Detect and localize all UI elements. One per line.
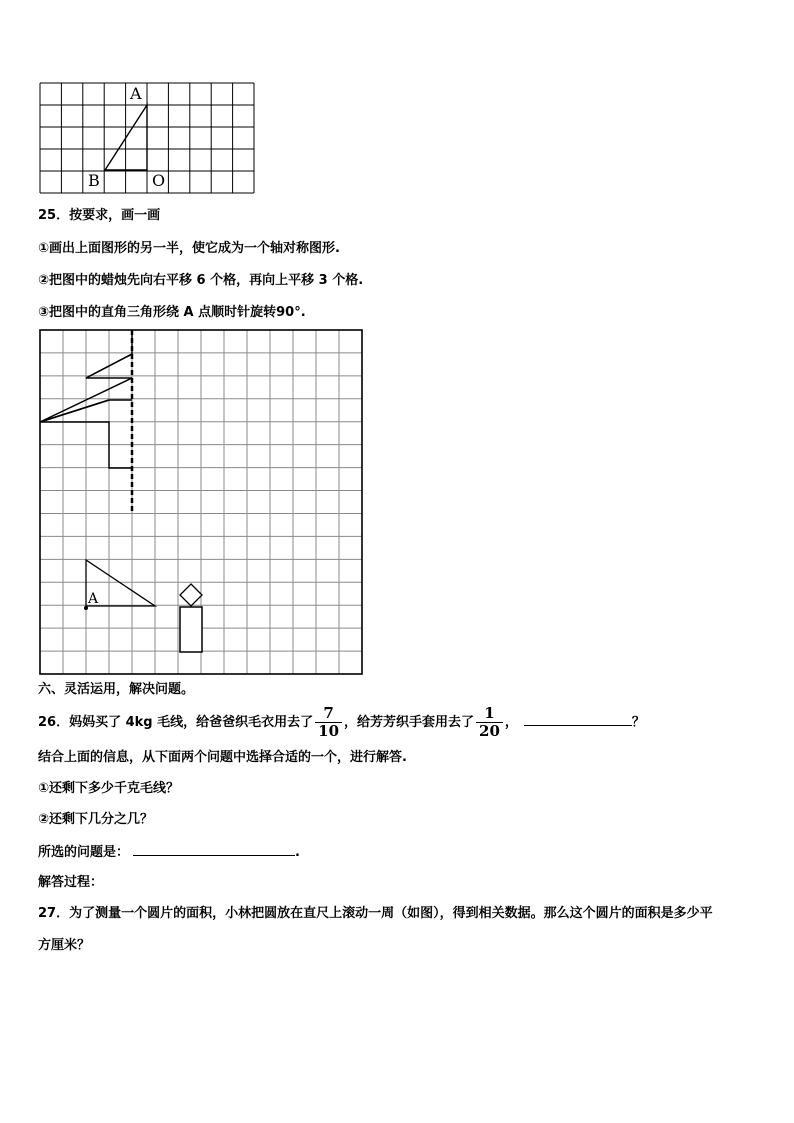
figure-large-grid bbox=[40, 330, 364, 676]
q27-line-2: 方厘米？ bbox=[38, 938, 91, 953]
q25-title: 25．按要求，画一画 bbox=[38, 208, 161, 223]
q26-text-a: 26．妈妈买了 4kg 毛线，给爸爸织毛衣用去了 bbox=[38, 715, 314, 730]
q26-selected-label: 所选的问题是： bbox=[38, 845, 130, 860]
label-b: B bbox=[88, 171, 100, 190]
section-6-title: 六、灵活运用，解决问题。 bbox=[38, 682, 195, 697]
label-a-grid: A bbox=[88, 591, 99, 607]
q26-option-2: ②还剩下几分之几？ bbox=[38, 812, 154, 827]
q26-prompt: 结合上面的信息，从下面两个问题中选择合适的一个，进行解答. bbox=[38, 750, 407, 765]
q27-line-1: 27．为了测量一个圆片的面积，小林把圆放在直尺上滚动一周（如图），得到相关数据。那么这个圆片的面积是多少平 bbox=[38, 906, 713, 921]
candle-body bbox=[180, 607, 202, 652]
q26-line bbox=[38, 704, 645, 742]
q25-item-3: ③把图中的直角三角形绕 A 点顺时针旋转90°. bbox=[38, 305, 306, 320]
label-o: O bbox=[152, 171, 166, 190]
q25-item-1: ①画出上面图形的另一半，使它成为一个轴对称图形. bbox=[38, 241, 340, 256]
q26-text-d: ？ bbox=[631, 715, 645, 730]
fraction-1-20: $\frac{1}{20}$ bbox=[476, 705, 503, 740]
q26-solution-label: 解答过程： bbox=[38, 875, 104, 890]
q26-option-1: ①还剩下多少千克毛线？ bbox=[38, 781, 180, 796]
candle-flame bbox=[180, 584, 202, 606]
q26-text-c: ， bbox=[504, 715, 518, 730]
q26-answer-blank[interactable] bbox=[524, 713, 632, 726]
label-a: A bbox=[130, 84, 142, 103]
q25-item-2: ②把图中的蜡烛先向右平移 6 个格，再向上平移 3 个格. bbox=[38, 273, 364, 288]
fraction-7-10: $\frac{7}{10}$ bbox=[315, 705, 342, 740]
figure-top-grid bbox=[40, 83, 256, 195]
q26-selected-blank[interactable] bbox=[133, 843, 295, 856]
q26-selected-line: 所选的问题是： . bbox=[38, 845, 300, 860]
q26-text-b: ，给芳芳织手套用去了 bbox=[344, 715, 475, 730]
